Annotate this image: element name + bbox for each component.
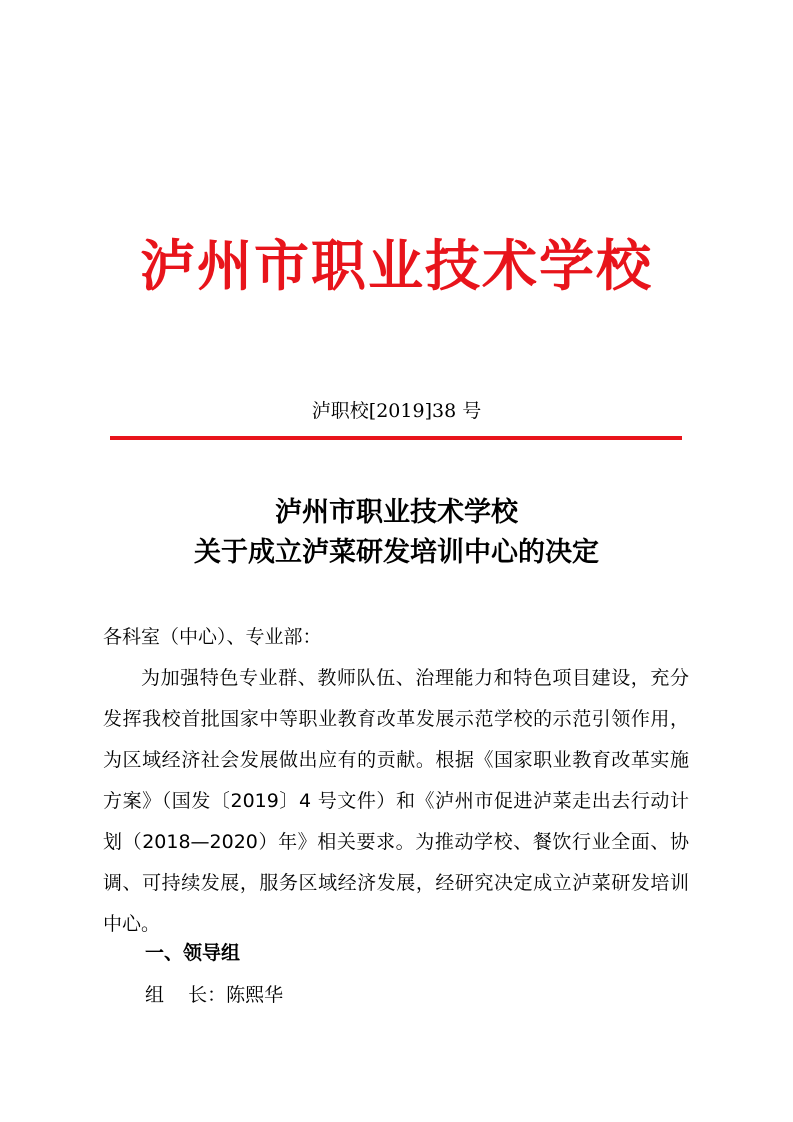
document-title-line-1: 泸州市职业技术学校 (275, 497, 518, 528)
salutation: 各科室（中心）、专业部： (103, 626, 322, 648)
masthead-title: 泸州市职业技术学校 (139, 233, 653, 298)
leader-name: 陈熙华 (226, 984, 284, 1006)
leader-line (145, 975, 283, 1016)
red-divider-line (110, 436, 682, 440)
body-paragraph: 为加强特色专业群、教师队伍、治理能力和特色项目建设，充分发挥我校首批国家中等职业教育改革发展示范学校的示范引领作用，为区域经济社会发展做出应有的贡献。根据《国家职业教育改革实施方案》（国发〔2019〕4 号文件）和《泸州市促进泸菜走出去行动计划（2018—2020）年》相关要求。为推动学校、餐饮行业全面、协调、可持续发展，服务区域经济发展，经研究决定成立泸菜研发培训中心。 (103, 667, 689, 935)
document-number: 泸职校[2019]38 号 (311, 400, 482, 422)
document-title-line-2: 关于成立泸菜研发培训中心的决定 (194, 537, 599, 568)
leader-role: 组 长： (145, 984, 227, 1006)
section-heading-leadership: 一、领导组 (145, 942, 241, 964)
